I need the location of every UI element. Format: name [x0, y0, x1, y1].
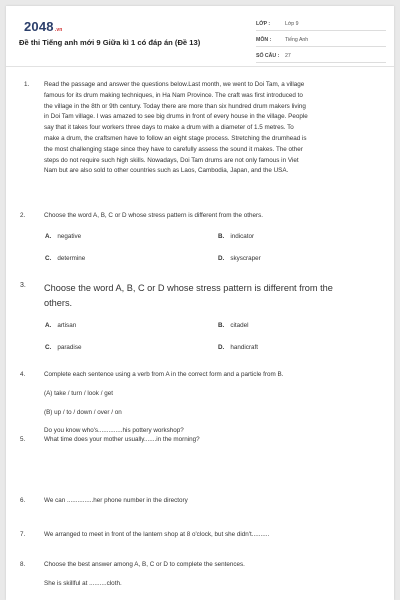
question-number: 4.: [20, 371, 26, 378]
passage-line: make a drum, the craftsmen have to follow an eight stage process. Stretching the drumhead is: [44, 134, 307, 142]
question-number: 3.: [20, 282, 26, 289]
options-row: [20, 344, 382, 356]
logo-main: 2048: [24, 19, 54, 34]
option-d[interactable]: D. handicraft: [218, 344, 258, 351]
option-b[interactable]: B. indicator: [218, 233, 255, 240]
question-5: [20, 435, 382, 446]
passage-line: Nam but are also sold to other countries such as Laos, Cambodia, Japan, and the USA.: [44, 167, 289, 175]
question-text: Choose the word A, B, C or D whose stress pattern is different from the others.: [44, 212, 263, 219]
options-row: [20, 233, 382, 245]
passage-line: famous for its drum making techniques, in Ha Nam Province. The craft was first introduced to: [44, 91, 303, 99]
meta-label: LỚP :: [256, 20, 271, 27]
meta-row-count: [256, 49, 386, 63]
meta-info: [256, 17, 386, 65]
question-number: 2.: [20, 212, 26, 219]
passage-line: in Doi Tam village. I was amazed to see big drums in front of every house in the village. People: [44, 113, 308, 121]
meta-value: 27: [285, 52, 291, 59]
question-text: We can ...............her phone number in the directory: [44, 497, 188, 504]
document-header: [6, 6, 394, 66]
question-number: 6.: [20, 497, 26, 504]
question-text: We arranged to meet in front of the lantern shop at 8 o'clock, but she didn't..........: [44, 531, 270, 538]
passage-line: Read the passage and answer the questions below.Last month, we went to Doi Tam, a village: [44, 81, 305, 88]
meta-value: Tiếng Anh: [285, 36, 309, 43]
meta-value: Lớp 9: [285, 20, 299, 27]
question-6: [20, 496, 382, 507]
question-4: [20, 370, 382, 437]
question-number: 1.: [24, 81, 30, 88]
meta-row-subject: [256, 33, 386, 47]
question-7: [20, 530, 382, 541]
question-2: [20, 211, 382, 222]
option-c[interactable]: C. paradise: [45, 344, 82, 351]
meta-label: SỐ CÂU :: [256, 52, 280, 59]
passage-line: the most challenging stage since they have to carefully assess the sound it makes. The other: [44, 145, 303, 153]
question-text: What time does your mother usually.......in the morning?: [44, 436, 200, 443]
question-number: 8.: [20, 561, 26, 568]
header-divider: [6, 66, 394, 67]
meta-row-class: [256, 17, 386, 31]
question-text: Complete each sentence using a verb from A in the correct form and a particle from B. (A) take / turn / look / get (B) up / to / down / over / on Do you know who's..............his pottery workshop?: [44, 371, 284, 435]
passage-line: the village in the 8th or 9th century. Today there are more than six hundred drum makers living: [44, 102, 306, 110]
options-row: [20, 322, 382, 334]
document-title: Đề thi Tiếng anh mới 9 Giữa kì 1 có đáp án (Đề 13): [19, 38, 201, 47]
option-a[interactable]: A. negative: [45, 233, 82, 240]
passage-line: say that it takes four workers three days to make a drum with a diameter of 1.5 metres. To: [44, 124, 294, 132]
question-text: [44, 80, 382, 177]
option-d[interactable]: D. skyscraper: [218, 255, 261, 262]
question-text: Choose the best answer among A, B, C or D to complete the sentences. She is skillful at ..........cloth.: [44, 561, 245, 587]
document-page: [6, 6, 394, 600]
meta-label: MÔN :: [256, 36, 272, 43]
passage-line: steps do not require such high skills. Nowadays, Doi Tam drums are not only famous in Viet: [44, 156, 299, 164]
option-c[interactable]: C. determine: [45, 255, 86, 262]
question-3: [20, 281, 382, 310]
question-8: [20, 560, 382, 590]
question-number: 7.: [20, 531, 26, 538]
option-a[interactable]: A. artisan: [45, 322, 77, 329]
options-row: [20, 255, 382, 267]
site-logo[interactable]: [24, 19, 63, 34]
question-text: Choose the word A, B, C or D whose stress pattern is different from the others.: [44, 283, 333, 308]
question-number: 5.: [20, 436, 26, 443]
option-b[interactable]: B. citadel: [218, 322, 249, 329]
logo-sub: .vn: [54, 27, 63, 33]
question-1: [20, 80, 382, 177]
